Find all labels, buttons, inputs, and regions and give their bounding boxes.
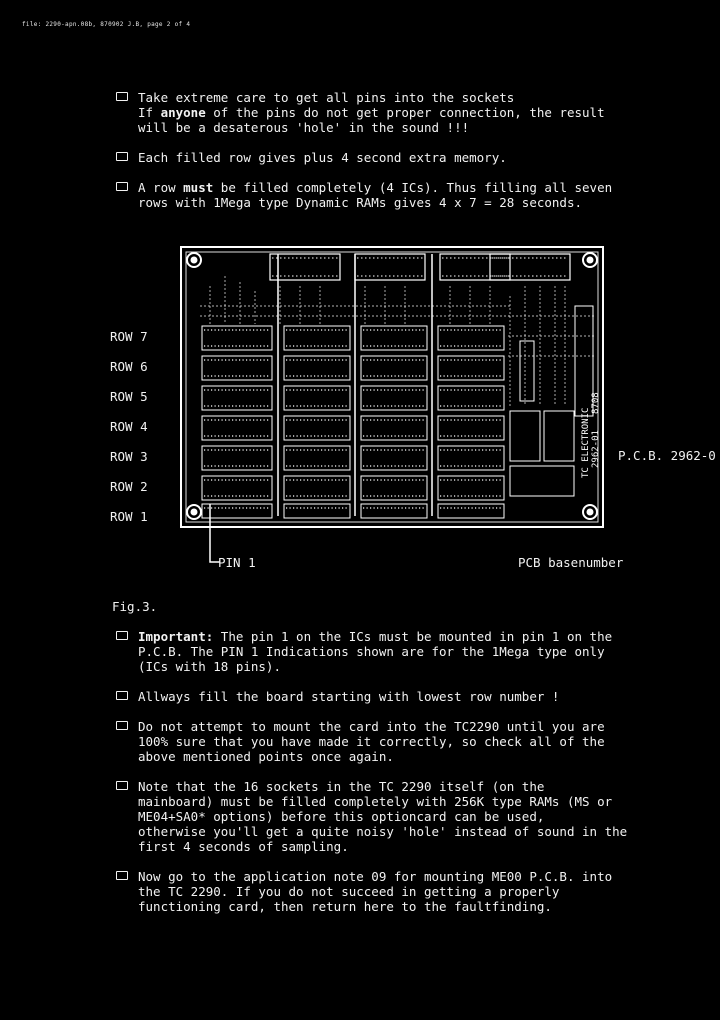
pin1-label: PIN 1: [218, 555, 256, 570]
row-label-6: ROW 6: [110, 359, 148, 374]
pcb-silk-number: 2962-01: [591, 430, 601, 468]
pcb-silk-maker: TC ELECTRONIC: [581, 407, 591, 478]
pcb-label: P.C.B. 2962-0: [618, 448, 716, 463]
pcb-drawing: [180, 246, 604, 528]
row-label-5: ROW 5: [110, 389, 148, 404]
checkbox-icon: [116, 871, 128, 880]
bullet-note-sockets: Note that the 16 sockets in the TC 2290 itself (on the mainboard) must be filled completely with 256K type RAMs (MS or ME04+SA0* options) before this optioncard can be used, otherwise you'll get a quite noisy 'hole' instead of sound in the first 4 seconds of sampling.: [116, 779, 656, 854]
row-label-2: ROW 2: [110, 479, 148, 494]
bullet-care: Take extreme care to get all pins into the sockets If anyone of the pins do not get proper connection, the result will be a desaterous 'hole' in the sound !!!: [116, 90, 656, 135]
figure-caption: Fig.3.: [112, 599, 158, 614]
row-label-1: ROW 1: [110, 509, 148, 524]
checkbox-icon: [116, 691, 128, 700]
checkbox-icon: [116, 721, 128, 730]
checkbox-icon: [116, 631, 128, 640]
row-label-4: ROW 4: [110, 419, 148, 434]
bullet-filled-row: Each filled row gives plus 4 second extra memory.: [116, 150, 656, 165]
bullet-row-must: A row must be filled completely (4 ICs). Thus filling all seven rows with 1Mega type Dynamic RAMs gives 4 x 7 = 28 seconds.: [116, 180, 656, 210]
checkbox-icon: [116, 92, 128, 101]
bullet-important: Important: The pin 1 on the ICs must be mounted in pin 1 on the P.C.B. The PIN 1 Indications shown are for the 1Mega type only (ICs with 18 pins).: [116, 629, 656, 674]
checkbox-icon: [116, 152, 128, 161]
bullet-now-go: Now go to the application note 09 for mounting ME00 P.C.B. into the TC 2290. If you do not succeed in getting a properly functioning card, then return here to the faultfinding.: [116, 869, 656, 914]
bullet-allways: Allways fill the board starting with lowest row number !: [116, 689, 656, 704]
row-label-7: ROW 7: [110, 329, 148, 344]
row-label-3: ROW 3: [110, 449, 148, 464]
checkbox-icon: [116, 781, 128, 790]
pcb-silk-date: 8708: [591, 392, 601, 414]
pcb-basenumber-label: PCB basenumber: [518, 555, 624, 570]
checkbox-icon: [116, 182, 128, 191]
bullet-do-not-mount: Do not attempt to mount the card into the TC2290 until you are 100% sure that you have made it correctly, so check all of the above mentioned points once again.: [116, 719, 656, 764]
file-header: file: 2290-apn.08b, 870902 J.B, page 2 of 4: [22, 21, 191, 28]
